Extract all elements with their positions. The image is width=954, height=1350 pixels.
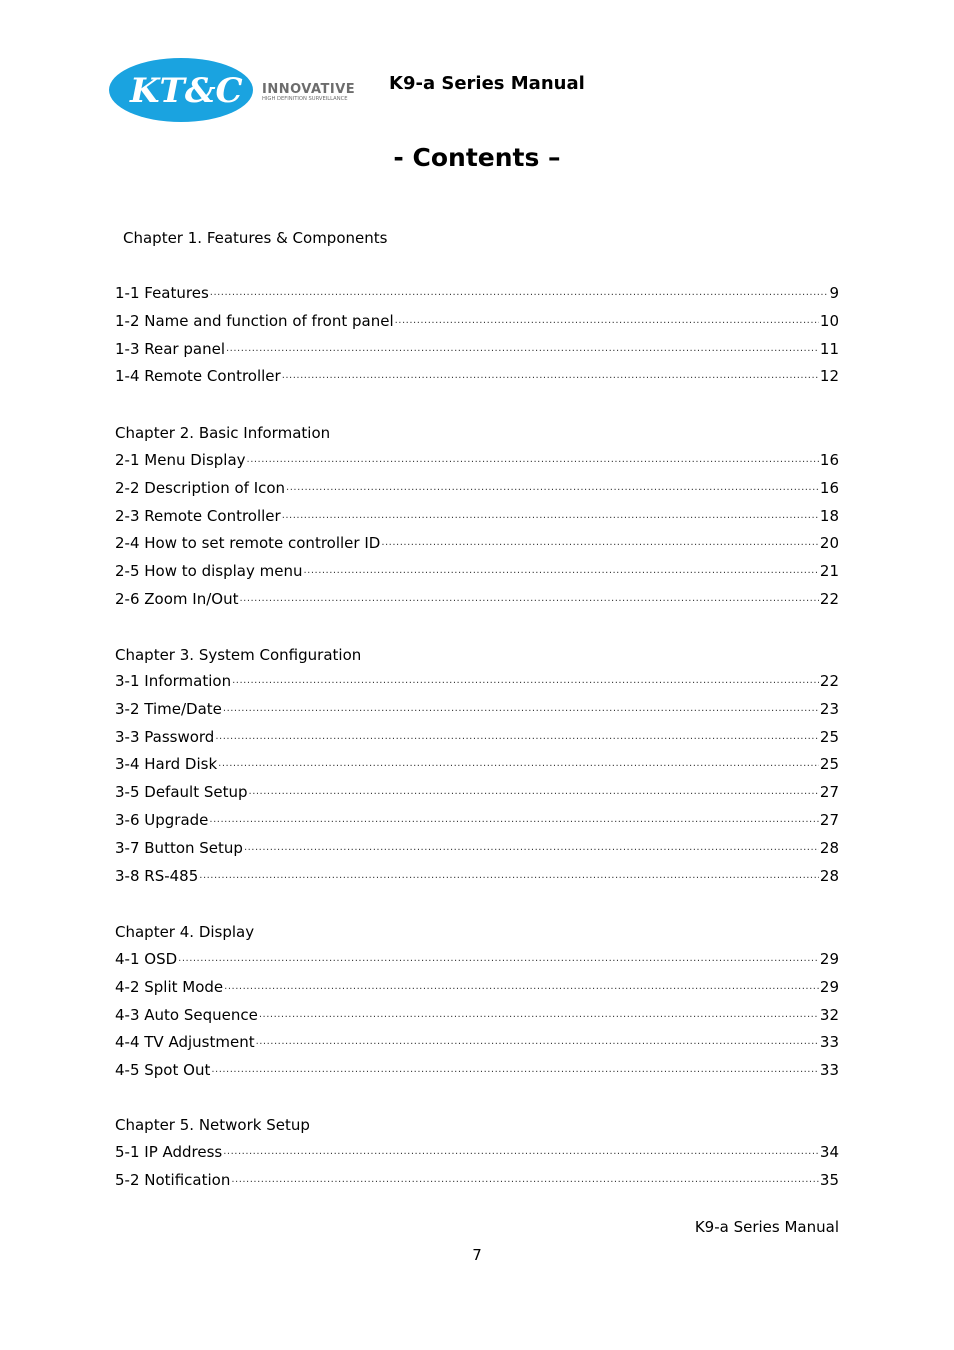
toc-entry-page: 33: [819, 1033, 839, 1052]
toc-entry-page: 28: [819, 838, 839, 857]
toc-entry-page: 34: [819, 1143, 839, 1161]
toc-entry-page: 23: [819, 699, 839, 718]
toc-entry-label: 1-4 Remote Controller: [115, 367, 281, 386]
toc-entry-label: 3-7 Button Setup: [115, 838, 243, 857]
toc-entry-label: 1-2 Name and function of front panel: [115, 311, 394, 330]
toc-entry-page: 35: [819, 1170, 839, 1189]
toc-entry[interactable]: [115, 562, 839, 582]
toc-entry-label: 1-1 Features: [115, 284, 209, 302]
toc-entry[interactable]: [115, 978, 839, 998]
toc-entry-page: 27: [819, 783, 839, 802]
toc-leader-dots: [224, 980, 819, 992]
toc-entry-page: 10: [819, 311, 839, 330]
toc-entry[interactable]: [115, 783, 839, 803]
toc-entry-page: 22: [819, 590, 839, 608]
toc-entry-page: 22: [819, 672, 839, 690]
toc-entry-label: 2-3 Remote Controller: [115, 506, 281, 525]
toc-entry[interactable]: [115, 1143, 839, 1163]
toc-entry-label: 3-2 Time/Date: [115, 699, 222, 718]
toc-entry[interactable]: [115, 479, 839, 499]
toc-leader-dots: [395, 314, 819, 326]
toc-entry-label: 4-1 OSD: [115, 950, 178, 968]
header-title: K9-a Series Manual: [389, 73, 585, 94]
toc-entry[interactable]: [115, 700, 839, 720]
toc-entry[interactable]: [115, 1033, 839, 1053]
toc-entry[interactable]: [115, 950, 839, 970]
toc-entry[interactable]: [115, 367, 839, 387]
toc-entry[interactable]: [115, 839, 839, 859]
toc-leader-dots: [286, 481, 819, 493]
toc-leader-dots: [178, 952, 819, 964]
chapter-heading: Chapter 3. System Configuration: [115, 646, 362, 664]
toc-leader-dots: [249, 785, 819, 797]
page-number: 7: [472, 1246, 482, 1264]
company-logo: [108, 56, 368, 124]
toc-entry-label: 5-2 Notification: [115, 1170, 231, 1189]
toc-leader-dots: [303, 564, 818, 576]
toc-entry-page: 29: [819, 977, 839, 996]
logo-wordmark: KT&C: [130, 71, 243, 111]
toc-entry-page: 18: [819, 506, 839, 525]
toc-leader-dots: [381, 536, 819, 548]
toc-entry[interactable]: [115, 534, 839, 554]
toc-entry-page: 9: [829, 284, 839, 302]
toc-leader-dots: [239, 592, 818, 604]
toc-entry-label: 3-8 RS-485: [115, 866, 199, 885]
toc-entry-label: 2-2 Description of Icon: [115, 478, 286, 497]
toc-entry-label: 1-3 Rear panel: [115, 339, 225, 358]
toc-leader-dots: [259, 1008, 819, 1020]
toc-entry-label: 2-1 Menu Display: [115, 451, 246, 469]
toc-entry-page: 16: [819, 478, 839, 497]
toc-entry-page: 16: [819, 451, 839, 469]
toc-leader-dots: [226, 342, 819, 354]
toc-leader-dots: [211, 1063, 819, 1075]
toc-entry-page: 28: [819, 866, 839, 885]
toc-entry-page: 25: [819, 755, 839, 774]
footer-title: K9-a Series Manual: [694, 1218, 839, 1236]
toc-entry[interactable]: [115, 312, 839, 332]
toc-leader-dots: [209, 813, 819, 825]
toc-leader-dots: [282, 369, 819, 381]
logo-tagline-sub: HIGH DEFINITION SURVEILLANCE: [262, 96, 348, 102]
toc-entry[interactable]: [115, 590, 839, 610]
toc-entry-page: 29: [819, 950, 839, 968]
toc-leader-dots: [256, 1035, 819, 1047]
toc-entry[interactable]: [115, 1006, 839, 1026]
chapter-heading: Chapter 4. Display: [115, 923, 255, 941]
chapter-heading: Chapter 2. Basic Information: [115, 424, 331, 442]
toc-entry-label: 3-6 Upgrade: [115, 811, 209, 829]
toc-entry[interactable]: [115, 811, 839, 831]
toc-leader-dots: [223, 1145, 819, 1157]
toc-leader-dots: [199, 869, 819, 881]
toc-leader-dots: [210, 286, 829, 298]
toc-leader-dots: [244, 841, 819, 853]
toc-entry-label: 2-4 How to set remote controller ID: [115, 534, 381, 553]
toc-entry[interactable]: [115, 340, 839, 360]
toc-entry[interactable]: [115, 284, 839, 304]
toc-entry-label: 4-5 Spot Out: [115, 1061, 211, 1080]
toc-entry-label: 4-4 TV Adjustment: [115, 1033, 255, 1052]
toc-entry[interactable]: [115, 755, 839, 775]
toc-entry-page: 32: [819, 1005, 839, 1024]
toc-entry-page: 21: [819, 562, 839, 581]
toc-leader-dots: [231, 1173, 819, 1185]
toc-entry-label: 4-3 Auto Sequence: [115, 1005, 258, 1024]
toc-entry-label: 3-4 Hard Disk: [115, 755, 218, 774]
chapter-heading: Chapter 1. Features & Components: [123, 229, 388, 247]
toc-entry[interactable]: [115, 672, 839, 692]
toc-entry-label: 2-5 How to display menu: [115, 562, 303, 581]
toc-leader-dots: [282, 509, 819, 521]
toc-leader-dots: [232, 674, 819, 686]
toc-entry[interactable]: [115, 451, 839, 471]
toc-entry-page: 11: [819, 339, 839, 358]
toc-entry-label: 4-2 Split Mode: [115, 977, 224, 996]
toc-entry-label: 3-5 Default Setup: [115, 783, 248, 802]
toc-entry-label: 2-6 Zoom In/Out: [115, 590, 239, 608]
toc-entry[interactable]: [115, 507, 839, 527]
toc-entry-page: 12: [819, 367, 839, 386]
toc-entry-label: 3-3 Password: [115, 727, 215, 746]
chapter-heading: Chapter 5. Network Setup: [115, 1116, 310, 1134]
toc-entry[interactable]: [115, 728, 839, 748]
page-title: - Contents –: [393, 143, 561, 172]
toc-entry-page: 33: [819, 1061, 839, 1080]
toc-leader-dots: [215, 730, 819, 742]
toc-entry[interactable]: [115, 1171, 839, 1191]
toc-leader-dots: [223, 702, 819, 714]
toc-entry-page: 27: [819, 811, 839, 829]
toc-leader-dots: [218, 757, 819, 769]
toc-entry[interactable]: [115, 1061, 839, 1081]
logo-tagline-main: INNOVATIVE: [262, 82, 356, 97]
toc-leader-dots: [247, 453, 819, 465]
toc-entry-label: 5-1 IP Address: [115, 1143, 223, 1161]
toc-entry-page: 20: [819, 534, 839, 553]
toc-entry-page: 25: [819, 727, 839, 746]
toc-entry[interactable]: [115, 867, 839, 887]
toc-entry-label: 3-1 Information: [115, 672, 232, 690]
